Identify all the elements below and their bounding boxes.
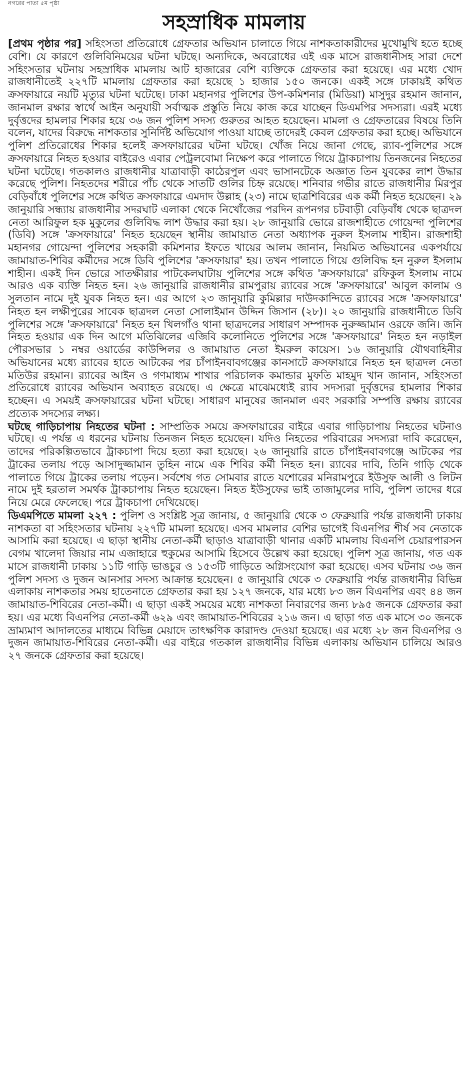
article-body xyxy=(8,38,462,663)
section-text-2: পুলিশ ও সংশ্লিষ্ট সূত্র জানায়, ৫ জানুয়ারি থেকে ৩ ফেব্রুয়ারি পর্যন্ত রাজধানী ঢাকায় নাশকতা বা সহিংসতার ঘটনায় ২২৭টি মামলা হয়েছে। এসব মামলার বেশির ভাগেই বিএনপির শীর্ষ সব নেতাকে আসামি করা হয়েছে। এ ছাড়া স্থানীয় নেতা-কর্মী ছাড়াও যাত্রাবাড়ী থানার একটি মামলায় বিএনপি চেয়ারপারসন বেগম খালেদা জিয়ার নাম এজাহারে হুকুমের আসামি হিসেবে উল্লেখ করা হয়েছে। পুলিশ সূত্র জানায়, গত এক মাসে রাজধানী ঢাকায় ১১টি গাড়ি ভাঙচুর ও ১৫৩টি গাড়িতে অগ্নিসংযোগ করা হয়েছে। এসব ঘটনায় ৩৬ জন পুলিশ সদস্য ও দুজন আনসার সদস্য আক্রান্ত হয়েছেন। ৫ জানুয়ারি থেকে ৩ ফেব্রুয়ারি পর্যন্ত রাজধানীর বিভিন্ন এলাকায় নাশকতার সময় হাতেনাতে গ্রেফতার করা হয় ১২৭ জনকে, যার মধ্যে ৮৩ জন বিএনপির এবং ৪৪ জন জামায়াত-শিবিরের নেতা-কর্মী। এ ছাড়া একই সময়ের মধ্যে নাশকতা নিবারণের জন্য ৮৯৫ জনকে গ্রেফতার করা হয়। এর মধ্যে বিএনপির নেতা-কর্মী ৬২৯ এবং জামায়াত-শিবিরের ২১৬ জন। এ ছাড়া গত এক মাসে ৩০ জনকে ভ্রাম্যমাণ আদালতের মাধ্যমে বিভিন্ন মেয়াদে তাৎক্ষণিক কারাদণ্ড দেওয়া হয়েছে। এর মধ্যে ২৮ জন বিএনপির ও দুজন জামায়াত-শিবিরের নেতা-কর্মী। এর বাইরে গতকাল রাজধানীর বিভিন্ন এলাকায় অভিযান চালিয়ে আরও ২৭ জনকে গ্রেফতার করা হয়েছে। xyxy=(8,509,462,662)
headline: সহস্রাধিক মামলায় xyxy=(162,10,306,34)
subheading-vehicle-deaths: ঘটছে গাড়িচাপায় নিহতের ঘটনা : xyxy=(8,420,155,433)
continuation-marker: [প্রথম পৃষ্ঠার পর] xyxy=(8,38,82,50)
page-label: নগরের পাতা ৫ম পৃষ্ঠা xyxy=(8,0,60,7)
intro-paragraph xyxy=(8,38,462,421)
intro-text: সহিংসতা প্রতিরোধে গ্রেফতার অভিযান চালাতে গিয়ে নাশকতাকারীদের মুখোমুখি হতে হচ্ছে বেশি। যে কারণে গুলিবিনিময়ের ঘটনা ঘটছে। অন্যদিকে, অবরোধের এই এক মাসে রাজধানীসহ সারা দেশে সহিংসতার ঘটনায় সহস্রাধিক মামলায় আট হাজারের বেশি ব্যক্তিকে গ্রেফতার করা হয়েছে। এর মধ্যে খোদ রাজধানীতেই ২২৭টি মামলায় গ্রেফতার করা হয়েছে ১ হাজার ১৫০ জনকে। একই সঙ্গে ঢাকায়ই কথিত ক্রসফায়ারে নয়টি মৃত্যুর ঘটনা ঘটেছে। ঢাকা মহানগর পুলিশের উপ-কমিশনার (মিডিয়া) মাসুদুর রহমান জানান, জানমাল রক্ষার স্বার্থে আইন অনুযায়ী সর্বাত্মক প্রস্তুতি নিয়ে কাজ করে যাচ্ছেন ডিএমপির সদস্যরা। এরই মধ্যে দুর্বৃত্তদের হামলার শিকার হয়ে ৩৬ জন পুলিশ সদস্য গুরুতর আহত হয়েছেন। মামলা ও গ্রেফতারের বিষয়ে তিনি বলেন, যাদের বিরুদ্ধে নাশকতার সুনির্দিষ্ট অভিযোগ পাওয়া যাচ্ছে তাদেরই কেবল গ্রেফতার করা হচ্ছে। অভিযানে পুলিশ প্রতিরোধের শিকার হলেই ক্রসফায়ারের ঘটনা ঘটছে। খোঁজ নিয়ে জানা গেছে, র‌্যাব-পুলিশের সঙ্গে ক্রসফায়ারে নিহত হওয়ার বাইরেও এবার পেট্রলবোমা নিক্ষেপ করে পালাতে গিয়ে ট্রাকচাপায় তিনজনের নিহতের ঘটনা ঘটেছে। গতকালও রাজধানীর যাত্রাবাড়ী কাঠেরপুল এবং ভাসানটেকে অজ্ঞাত তিন যুবকের লাশ উদ্ধার করেছে পুলিশ। নিহতদের শরীরে পাঁচ থেকে সাতটি গুলির চিহ্ন রয়েছে। শনিবার গভীর রাতে রাজধানীর মিরপুর বেড়িবাঁধে পুলিশের সঙ্গে কথিত ক্রসফায়ারে এমদাদ উল্লাহ (২৩) নামে ছাত্রশিবিরের এক কর্মী নিহত হয়েছেন। ২৯ জানুয়ারি সন্ধ্যায় রাজধানীর সদরঘাট এলাকা থেকে নিখোঁজের পরদিন রূপনগর চটবাড়ী বেড়িবাঁধ থেকে ছাত্রদল নেতা আরিফুল হক মুকুলের গুলিবিদ্ধ লাশ উদ্ধার করা হয়। ২৮ জানুয়ারি ভোরে রাজশাহীতে গোয়েন্দা পুলিশের (ডিবি) সঙ্গে 'ক্রসফায়ারে' নিহত হয়েছেন স্থানীয় জামায়াত নেতা অধ্যাপক নুরুল ইসলাম শাহীন। রাজশাহী মহানগর গোয়েন্দা পুলিশের সহকারী কমিশনার ইফতে খায়ের আলম জানান, নিয়মিত অভিযানের একপর্যায়ে জামায়াত-শিবির কর্মীদের সঙ্গে ডিবি পুলিশের 'ক্রসফায়ার' হয়। তখন পালাতে গিয়ে গুলিবিদ্ধ হন নুরুল ইসলাম শাহীন। একই দিন ভোরে সাতক্ষীরার পাটকেলঘাটায় পুলিশের সঙ্গে কথিত 'ক্রসফায়ারে' রফিকুল ইসলাম নামে আরও এক ব্যক্তি নিহত হন। ২৬ জানুয়ারি রাজধানীর রামপুরায় র‌্যাবের সঙ্গে 'ক্রসফায়ারে' আবুল কালাম ও সুলতান নামে দুই যুবক নিহত হন। এর আগে ২৩ জানুয়ারি কুমিল্লার দাউদকান্দিতে র‌্যাবের সঙ্গে 'ক্রসফায়ারে' নিহত হন লক্ষীপুরের সাবেক ছাত্রদল নেতা সোলাইমান উদ্দিন জিসান (২৮)। ২০ জানুয়ারি রাজধানীতে ডিবি পুলিশের সঙ্গে 'ক্রসফায়ারে' নিহত হন খিলগাঁও থানা ছাত্রদলের সাধারণ সম্পাদক নুরুজ্জামান ওরফে জনি। জনি নিহত হওয়ার এক দিন আগে মতিঝিলের এজিবি কলোনিতে পুলিশের সঙ্গে 'ক্রসফায়ারে' নিহত হন নড়াইল পৌরসভার ১ নম্বর ওয়ার্ডের কাউন্সিলর ও জামায়াত নেতা ইমরুল কায়েস। ১৬ জানুয়ারি যৌথবাহিনীর অভিযানের মধ্যে র‌্যাবের হাতে আটকের পর চাঁপাইনবাবগঞ্জের কানসাটে ক্রসফায়ারে নিহত হন ছাত্রদল নেতা মতিউর রহমান। র‌্যাবের আইন ও গণমাধ্যম শাখার পরিচালক কমান্ডার মুফতি মাহমুদ খান জানান, সহিংসতা প্রতিরোধে র‌্যাবের অভিযান অব্যাহত রয়েছে। এ ক্ষেত্রে মাঝেমধ্যেই র‌্যাব সদস্যরা দুর্বৃত্তদের হামলার শিকার হচ্ছেন। এ সময়ই ক্রসফায়ারের ঘটনা ঘটছে। সাধারণ মানুষের জানমাল এবং সরকারি সম্পত্তি রক্ষায় র‌্যাবের প্রত্যেক সদস্যের লক্ষ্য। xyxy=(8,38,462,420)
section-text-1: সাম্প্রতিক সময়ে ক্রসফায়ারের বাইরে এবার গাড়িচাপায় নিহতের ঘটনাও ঘটছে। এ পর্যন্ত এ ধরনের ঘটনায় তিনজন নিহত হয়েছেন। যদিও নিহতের পরিবারের সদস্যরা দাবি করেছেন, তাদের পরিকল্পিতভাবে ট্রাকচাপা দিয়ে হত্যা করা হয়েছে। ২৬ জানুয়ারি রাতে চাঁপাইনবাবগঞ্জে আটকের পর ট্রাকের তলায় পড়ে আসাদুজ্জামান তুহিন নামে এক শিবির কর্মী নিহত হন। র‌্যাবের দাবি, তিনি গাড়ি থেকে পালাতে গিয়ে ট্রাকের তলায় পড়েন। সর্বশেষ গত সোমবার রাতে যশোরের মনিরামপুরে ইউসুফ আলী ও লিটন নামে দুই হরতাল সমর্থক ট্রাকচাপায় নিহত হয়েছেন। নিহত ইউসুফের ভাই তাজামুলের দাবি, পুলিশ তাদের ধরে নিয়ে মেরে ফেলেছে। পরে ট্রাকচাপা দেখিয়েছে। xyxy=(8,420,462,509)
section-paragraph-2 xyxy=(8,510,462,663)
section-paragraph-1 xyxy=(8,421,462,510)
subheading-dmp-cases: ডিএমপিতে মামলা ২২৭ : xyxy=(8,509,117,522)
